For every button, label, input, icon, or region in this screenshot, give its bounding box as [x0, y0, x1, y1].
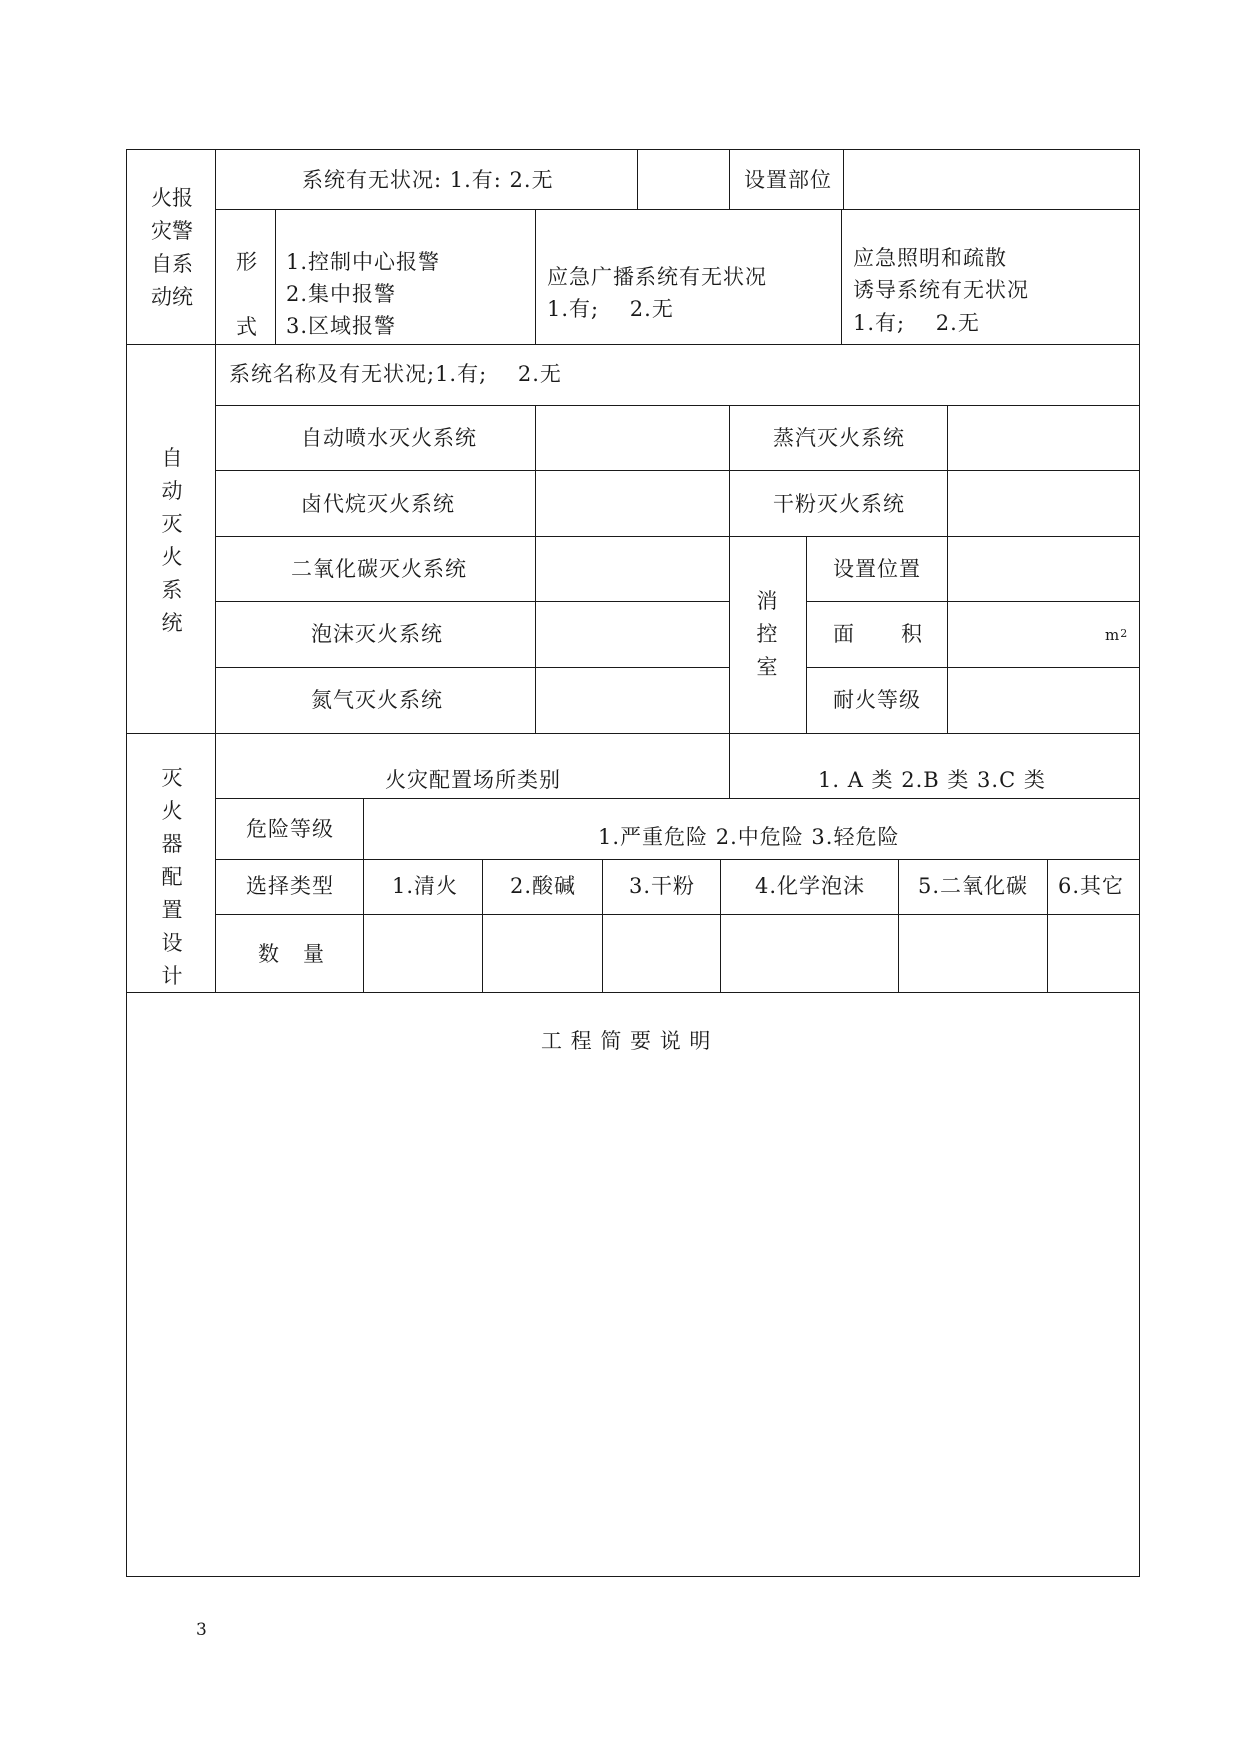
- system-status-header: 系统名称及有无状况;1.有; 2.无: [229, 362, 562, 386]
- form-option-3: 3.区域报警: [286, 314, 397, 338]
- divider: [729, 405, 730, 734]
- quantity-label: 数 量: [258, 942, 326, 966]
- hazard-level-options: 1.严重危险 2.中危险 3.轻危险: [598, 825, 900, 849]
- divider: [215, 914, 1140, 915]
- page-number: 3: [196, 1620, 208, 1640]
- extinguisher-type: 2.酸碱: [510, 874, 577, 898]
- divider: [898, 859, 899, 993]
- alarm-status-text: 系统有无状况: 1.有: 2.无: [302, 168, 554, 192]
- alarm-section-label: 火报 灾警 自系 动统: [151, 186, 193, 309]
- control-room-area-label: 面 积: [833, 622, 924, 646]
- system-name: 氮气灭火系统: [311, 688, 443, 712]
- form-option-1: 1.控制中心报警: [286, 250, 441, 274]
- divider: [275, 209, 276, 345]
- extinguisher-type: 6.其它: [1058, 874, 1125, 898]
- divider: [729, 733, 730, 799]
- location-label: 设置部位: [744, 168, 832, 192]
- divider: [215, 667, 730, 668]
- divider: [947, 405, 948, 734]
- system-name: 蒸汽灭火系统: [773, 426, 905, 450]
- table-border-top: [126, 149, 1140, 150]
- divider: [806, 667, 1140, 668]
- divider: [806, 536, 807, 734]
- hazard-level-label: 危险等级: [246, 817, 334, 841]
- divider: [841, 209, 842, 345]
- site-category-label: 火灾配置场所类别: [385, 768, 561, 792]
- divider: [535, 405, 536, 734]
- form-option-2: 2.集中报警: [286, 282, 397, 306]
- lighting-status-options: 1.有; 2.无: [853, 311, 980, 335]
- divider: [215, 798, 1140, 799]
- site-category-options: 1. A 类 2.B 类 3.C 类: [818, 768, 1046, 792]
- extinguisher-type: 3.干粉: [629, 874, 696, 898]
- divider: [720, 859, 721, 993]
- divider: [215, 536, 1140, 537]
- divider: [363, 798, 364, 993]
- table-border-bottom: [126, 1576, 1140, 1577]
- divider: [126, 344, 1140, 345]
- extinguisher-type: 5.二氧化碳: [918, 874, 1029, 898]
- system-name: 二氧化碳灭火系统: [291, 557, 467, 581]
- divider: [637, 149, 638, 210]
- extinguish-section-label: 自 动 灭 火 系 统: [161, 446, 183, 635]
- divider: [1047, 859, 1048, 993]
- system-name: 干粉灭火系统: [773, 492, 905, 516]
- divider: [602, 859, 603, 993]
- system-name: 泡沫灭火系统: [311, 622, 443, 646]
- divider: [215, 405, 1140, 406]
- extinguisher-type: 1.清火: [392, 874, 459, 898]
- divider: [215, 859, 1140, 860]
- broadcast-status-options: 1.有; 2.无: [547, 297, 674, 321]
- divider: [215, 601, 730, 602]
- lighting-status-title-1: 应急照明和疏散: [853, 246, 1007, 270]
- table-border-left: [126, 149, 127, 1577]
- control-room-fire-rating-label: 耐火等级: [833, 688, 921, 712]
- divider: [126, 992, 1140, 993]
- divider: [215, 209, 1140, 210]
- project-description-title: 工 程 简 要 说 明: [541, 1029, 712, 1053]
- divider: [843, 149, 844, 210]
- divider: [535, 209, 536, 345]
- table-border-right: [1139, 149, 1140, 1577]
- divider: [215, 149, 216, 993]
- control-room-label: 消 控 室: [756, 589, 778, 679]
- control-room-location-label: 设置位置: [833, 557, 921, 581]
- system-name: 卤代烷灭火系统: [301, 492, 455, 516]
- form-label-bottom: 式: [236, 315, 258, 339]
- type-label: 选择类型: [246, 874, 334, 898]
- form-label-top: 形: [236, 250, 258, 274]
- extinguisher-type: 4.化学泡沫: [755, 874, 866, 898]
- divider: [482, 859, 483, 993]
- divider: [729, 149, 730, 210]
- divider: [806, 601, 1140, 602]
- divider: [126, 733, 1140, 734]
- lighting-status-title-2: 诱导系统有无状况: [853, 278, 1029, 302]
- extinguisher-section-label: 灭 火 器 配 置 设 计: [161, 766, 183, 988]
- broadcast-status-title: 应急广播系统有无状况: [547, 265, 767, 289]
- system-name: 自动喷水灭火系统: [301, 426, 477, 450]
- divider: [215, 470, 1140, 471]
- area-unit: $m^2$: [1105, 626, 1129, 644]
